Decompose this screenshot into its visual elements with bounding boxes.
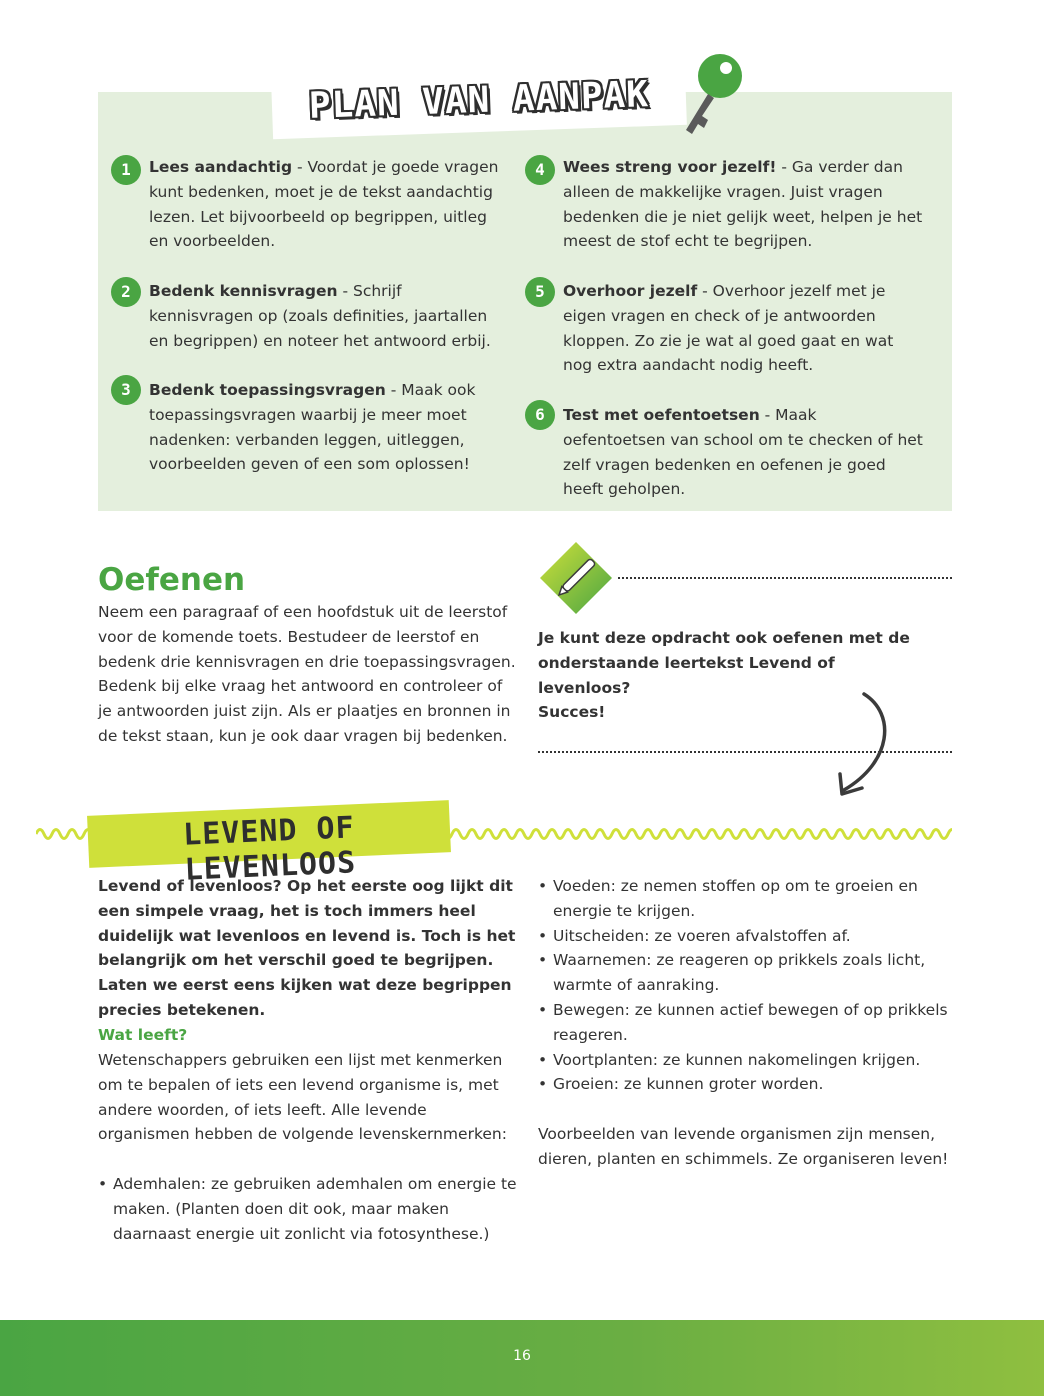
step-body: - Overhoor jezelf met je eigen vragen en check of je antwoorden kloppen. Zo zie je wat al goed gaat en wat nog extra aandacht nodig heeft.	[563, 282, 894, 375]
examples-paragraph: Voorbeelden van levende organismen zijn mensen, dieren, planten en schimmels. Ze organiseren leven!	[538, 1125, 949, 1168]
list-item: • Voortplanten: ze kunnen nakomelingen krijgen.	[538, 1048, 952, 1073]
step-number: 5	[525, 277, 555, 307]
list-item: • Bewegen: ze kunnen actief bewegen of op prikkels reageren.	[538, 998, 952, 1048]
subheading-wat-leeft: Wat leeft?	[98, 1026, 188, 1044]
step-body: - Ga verder dan alleen de makkelijke vragen. Juist vragen bedenken die je niet gelijk weet, helpen je het meest de stof echt te begrijpen.	[563, 158, 923, 251]
step-text	[149, 378, 509, 477]
oefenen-heading: Oefenen	[98, 562, 246, 598]
curved-arrow-icon	[830, 690, 900, 802]
body-paragraph: Wetenschappers gebruiken een lijst met kenmerken om te bepalen of iets een levend organisme is, met andere woorden, of iets leeft. Alle levende organismen hebben de volgende levenskernmerken:	[98, 1051, 507, 1144]
list-item: • Ademhalen: ze gebruiken ademhalen om energie te maken. (Planten doen dit ook, maar maken daarnaast energie uit zonlicht via fotosynthese.)	[98, 1172, 518, 1246]
footer-bar	[0, 1320, 1044, 1396]
step-body: - Maak oefentoetsen van school om te checken of het zelf vragen bedenken en oefenen je goed heeft geholpen.	[563, 406, 923, 499]
page-number: 16	[513, 1348, 531, 1364]
step-number: 6	[525, 400, 555, 430]
step-text	[563, 279, 923, 378]
step-body: - Schrijf kennisvragen op (zoals definities, jaartallen en begrippen) en noteer het antwoord erbij.	[149, 282, 491, 350]
characteristics-list-right	[538, 874, 952, 1097]
step-number: 2	[111, 277, 141, 307]
step-number: 3	[111, 375, 141, 405]
step-title: Test met oefentoetsen	[563, 406, 760, 424]
succes-text: Succes!	[538, 703, 606, 721]
pen-icon	[538, 540, 614, 616]
oefenen-paragraph: Neem een paragraaf of een hoofdstuk uit de leerstof voor de komende toets. Bestudeer de leerstof en bedenk drie kennisvragen en drie toepassingsvragen. Bedenk bij elke vraag het antwoord en controleer of je antwoorden juist zijn. Als er plaatjes en bronnen in de tekst staan, kun je ook daar vragen bij bedenken.	[98, 603, 516, 745]
intro-paragraph: Levend of levenloos? Op het eerste oog lijkt dit een simpele vraag, het is toch immers heel duidelijk wat levenloos en levend is. Toch is het belangrijk om het verschil goed te begrijpen. Laten we eerst eens kijken wat deze begrippen precies betekenen.	[98, 877, 516, 1019]
step-number: 1	[111, 155, 141, 185]
step-title: Lees aandachtig	[149, 158, 293, 176]
step-text	[563, 403, 923, 502]
step-number: 4	[525, 155, 555, 185]
step-title: Bedenk toepassingsvragen	[149, 381, 386, 399]
step-body: - Maak ook toepassingsvragen waarbij je meer moet nadenken: verbanden leggen, uitleggen, voorbeelden geven of een som oplossen!	[149, 381, 476, 474]
step-title: Overhoor jezelf	[563, 282, 698, 300]
plan-title: PLAN VAN AANPAK	[308, 74, 650, 127]
characteristics-list-left	[98, 1172, 518, 1246]
list-item: • Groeien: ze kunnen groter worden.	[538, 1072, 952, 1097]
step-title: Wees streng voor jezelf!	[563, 158, 777, 176]
list-item: • Waarnemen: ze reageren op prikkels zoals licht, warmte of aanraking.	[538, 948, 952, 998]
step-text	[563, 155, 923, 254]
list-item: • Voeden: ze nemen stoffen op om te groeien en energie te krijgen.	[538, 874, 952, 924]
key-icon	[678, 50, 748, 136]
step-text	[149, 155, 509, 254]
task-text: Je kunt deze opdracht ook oefenen met de onderstaande leertekst Levend of levenloos?	[538, 629, 910, 697]
dotted-divider	[618, 577, 952, 579]
levend-title-banner	[87, 800, 451, 888]
step-title: Bedenk kennisvragen	[149, 282, 338, 300]
levend-title: LEVEND OF LEVENLOOS	[182, 810, 357, 888]
step-text	[149, 279, 509, 353]
list-item: • Uitscheiden: ze voeren afvalstoffen af.	[538, 924, 952, 949]
step-body: - Voordat je goede vragen kunt bedenken, moet je de tekst aandachtig lezen. Let bijvoorbeeld op begrippen, uitleg en voorbeelden.	[149, 158, 499, 251]
